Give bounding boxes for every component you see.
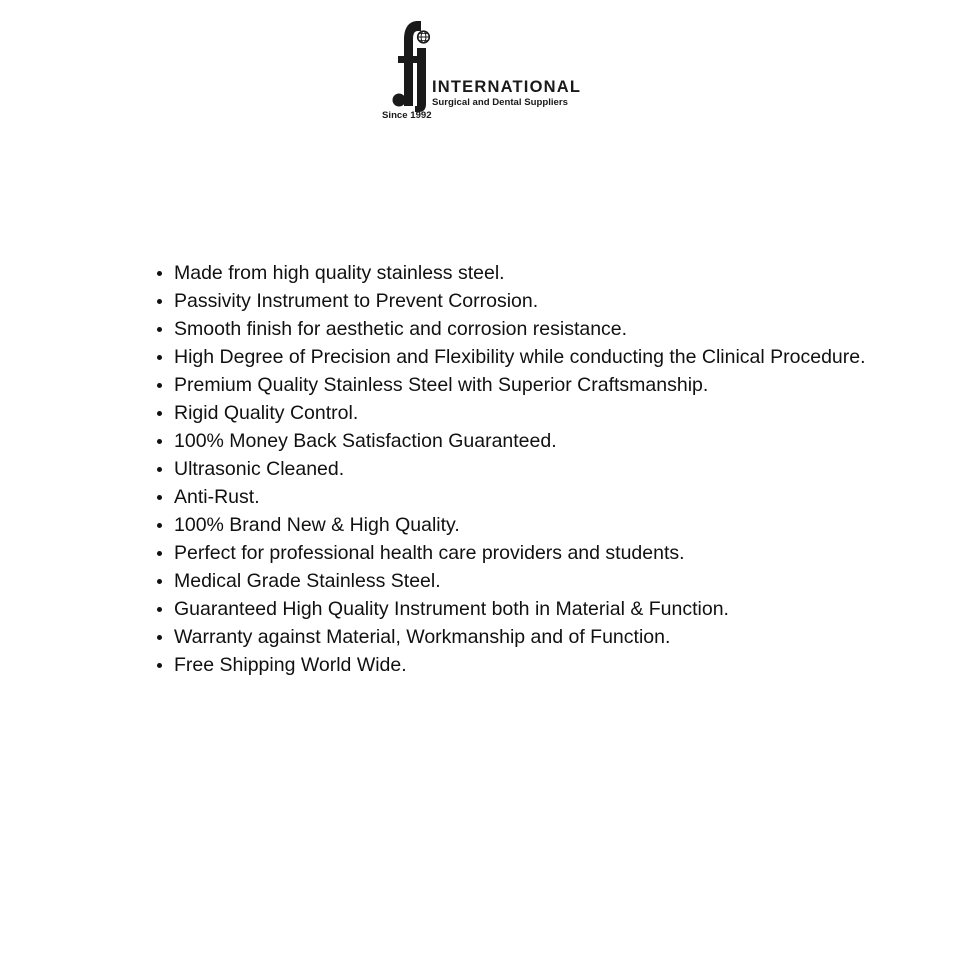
feature-item: 100% Brand New & High Quality. [174,511,866,539]
feature-item: Made from high quality stainless steel. [174,259,866,287]
feature-item: Warranty against Material, Workmanship and of Function. [174,623,866,651]
feature-item: 100% Money Back Satisfaction Guaranteed. [174,427,866,455]
feature-item: Guaranteed High Quality Instrument both in Material & Function. [174,595,866,623]
logo-tagline: Surgical and Dental Suppliers [432,97,568,108]
feature-item: Ultrasonic Cleaned. [174,455,866,483]
feature-item: High Degree of Precision and Flexibility while conducting the Clinical Procedure. [174,343,866,371]
feature-item: Premium Quality Stainless Steel with Superior Craftsmanship. [174,371,866,399]
logo-since-year: Since 1992 [382,110,432,121]
feature-list [174,259,866,679]
fj-monogram-logo-icon [390,18,430,112]
feature-item: Passivity Instrument to Prevent Corrosion. [174,287,866,315]
feature-item: Rigid Quality Control. [174,399,866,427]
company-logo [380,18,590,126]
feature-item: Anti-Rust. [174,483,866,511]
feature-item: Medical Grade Stainless Steel. [174,567,866,595]
feature-item: Perfect for professional health care providers and students. [174,539,866,567]
logo-company-name: INTERNATIONAL [432,78,582,96]
feature-item: Free Shipping World Wide. [174,651,866,679]
feature-item: Smooth finish for aesthetic and corrosion resistance. [174,315,866,343]
